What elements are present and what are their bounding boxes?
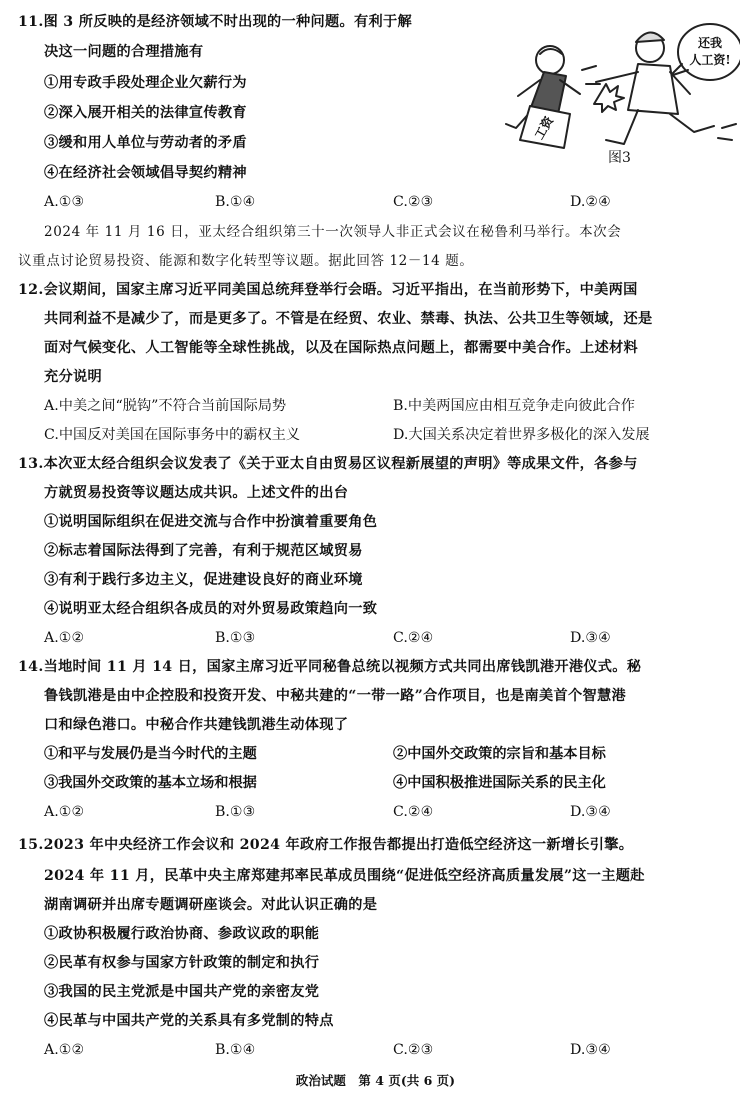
q13-statement-4: ④说明亚太经合组织各成员的对外贸易政策趋向一致 [44, 601, 378, 617]
speech-text-line2: 人工资! [689, 53, 731, 67]
q13-option-c: C.②④ [393, 630, 434, 646]
q11-statement-4: ④在经济社会领域倡导契约精神 [44, 165, 247, 181]
q12-option-d: D.大国关系决定着世界多极化的深入发展 [393, 427, 650, 443]
q12-option-c: C.中国反对美国在国际事务中的霸权主义 [44, 427, 301, 443]
q15-statement-1: ①政协积极履行政治协商、参政议政的职能 [44, 926, 320, 942]
q13-stem-line2: 方就贸易投资等议题达成共识。上述文件的出台 [44, 485, 349, 501]
q12-stem-line1: 12.会议期间，国家主席习近平同美国总统拜登举行会晤。习近平指出，在当前形势下，中美两国 [18, 282, 638, 298]
q11-option-d: D.②④ [570, 194, 611, 210]
q11-statement-2: ②深入展开相关的法律宣传教育 [44, 105, 247, 121]
q15-option-c: C.②③ [393, 1042, 434, 1058]
q15-stem-line2: 2024 年 11 月，民革中央主席郑建邦率民革成员围绕“促进低空经济高质量发展”这一主题赴 [44, 868, 645, 884]
q14-statement-1: ①和平与发展仍是当今时代的主题 [44, 746, 257, 762]
q14-option-c: C.②④ [393, 804, 434, 820]
q12-option-b: B.中美两国应由相互竞争走向彼此合作 [393, 398, 635, 414]
q12-stem-line3: 面对气候变化、人工智能等全球性挑战，以及在国际热点问题上，都需要中美合作。上述材料 [44, 340, 638, 356]
wage-demand-cartoon [500, 10, 740, 162]
q15-option-a: A.①② [44, 1042, 85, 1058]
q13-statement-1: ①说明国际组织在促进交流与合作中扮演着重要角色 [44, 514, 378, 530]
q14-option-b: B.①③ [215, 804, 256, 820]
q15-statement-4: ④民革与中国共产党的关系具有多党制的特点 [44, 1013, 334, 1029]
q12-option-a: A.中美之间“脱钩”不符合当前国际局势 [44, 398, 287, 414]
q14-option-a: A.①② [44, 804, 85, 820]
speech-text-line1: 还我 [697, 36, 723, 50]
intro-line2: 议重点讨论贸易投资、能源和数字化转型等议题。据此回答 12－14 题。 [18, 253, 474, 269]
q14-stem-line3: 口和绿色港口。中秘合作共建钱凯港生动体现了 [44, 717, 349, 733]
q15-stem-line3: 湖南调研并出席专题调研座谈会。对此认识正确的是 [44, 897, 378, 913]
q14-option-d: D.③④ [570, 804, 611, 820]
q14-statement-3: ③我国外交政策的基本立场和根据 [44, 775, 257, 791]
q15-statement-3: ③我国的民主党派是中国共产党的亲密友党 [44, 984, 320, 1000]
q11-stem-line1: 11.图 3 所反映的是经济领域不时出现的一种问题。有利于解 [18, 14, 412, 30]
page-footer: 政治试题 第 4 页(共 6 页) [295, 1073, 456, 1088]
q13-stem-line1: 13.本次亚太经合组织会议发表了《关于亚太自由贸易区议程新展望的声明》等成果文件，各参与 [18, 456, 638, 472]
q11-statement-1: ①用专政手段处理企业欠薪行为 [44, 75, 247, 91]
q11-statement-3: ③缓和用人单位与劳动者的矛盾 [44, 135, 247, 151]
q13-option-b: B.①③ [215, 630, 256, 646]
q14-stem-line2: 鲁钱凯港是由中企控股和投资开发、中秘共建的“一带一路”合作项目，也是南美首个智慧港 [44, 688, 626, 704]
figure-3-label: 图3 [608, 150, 631, 166]
q11-option-b: B.①④ [215, 194, 256, 210]
q15-option-b: B.①④ [215, 1042, 256, 1058]
q14-statement-2: ②中国外交政策的宗旨和基本目标 [393, 746, 606, 762]
intro-line1: 2024 年 11 月 16 日，亚太经合组织第三十一次领导人非正式会议在秘鲁利马举行。本次会 [44, 224, 622, 240]
q13-statement-3: ③有利于践行多边主义，促进建设良好的商业环境 [44, 572, 363, 588]
q13-option-a: A.①② [44, 630, 85, 646]
q11-stem-line2: 决这一问题的合理措施有 [44, 44, 204, 60]
q13-statement-2: ②标志着国际法得到了完善，有利于规范区域贸易 [44, 543, 363, 559]
q11-option-a: A.①③ [44, 194, 85, 210]
q15-stem-line1: 15.2023 年中央经济工作会议和 2024 年政府工作报告都提出打造低空经济这一新增长引擎。 [18, 837, 634, 853]
q12-stem-line2: 共同利益不是减少了，而是更多了。不管是在经贸、农业、禁毒、执法、公共卫生等领域，还是 [44, 311, 653, 327]
q14-stem-line1: 14.当地时间 11 月 14 日，国家主席习近平同秘鲁总统以视频方式共同出席钱凯港开港仪式。秘 [18, 659, 642, 675]
q12-stem-line4: 充分说明 [44, 369, 102, 385]
q11-option-c: C.②③ [393, 194, 434, 210]
q14-statement-4: ④中国积极推进国际关系的民主化 [393, 775, 606, 791]
wage-bag-label: 工资 [531, 114, 557, 142]
q15-option-d: D.③④ [570, 1042, 611, 1058]
q15-statement-2: ②民革有权参与国家方针政策的制定和执行 [44, 955, 320, 971]
q13-option-d: D.③④ [570, 630, 611, 646]
